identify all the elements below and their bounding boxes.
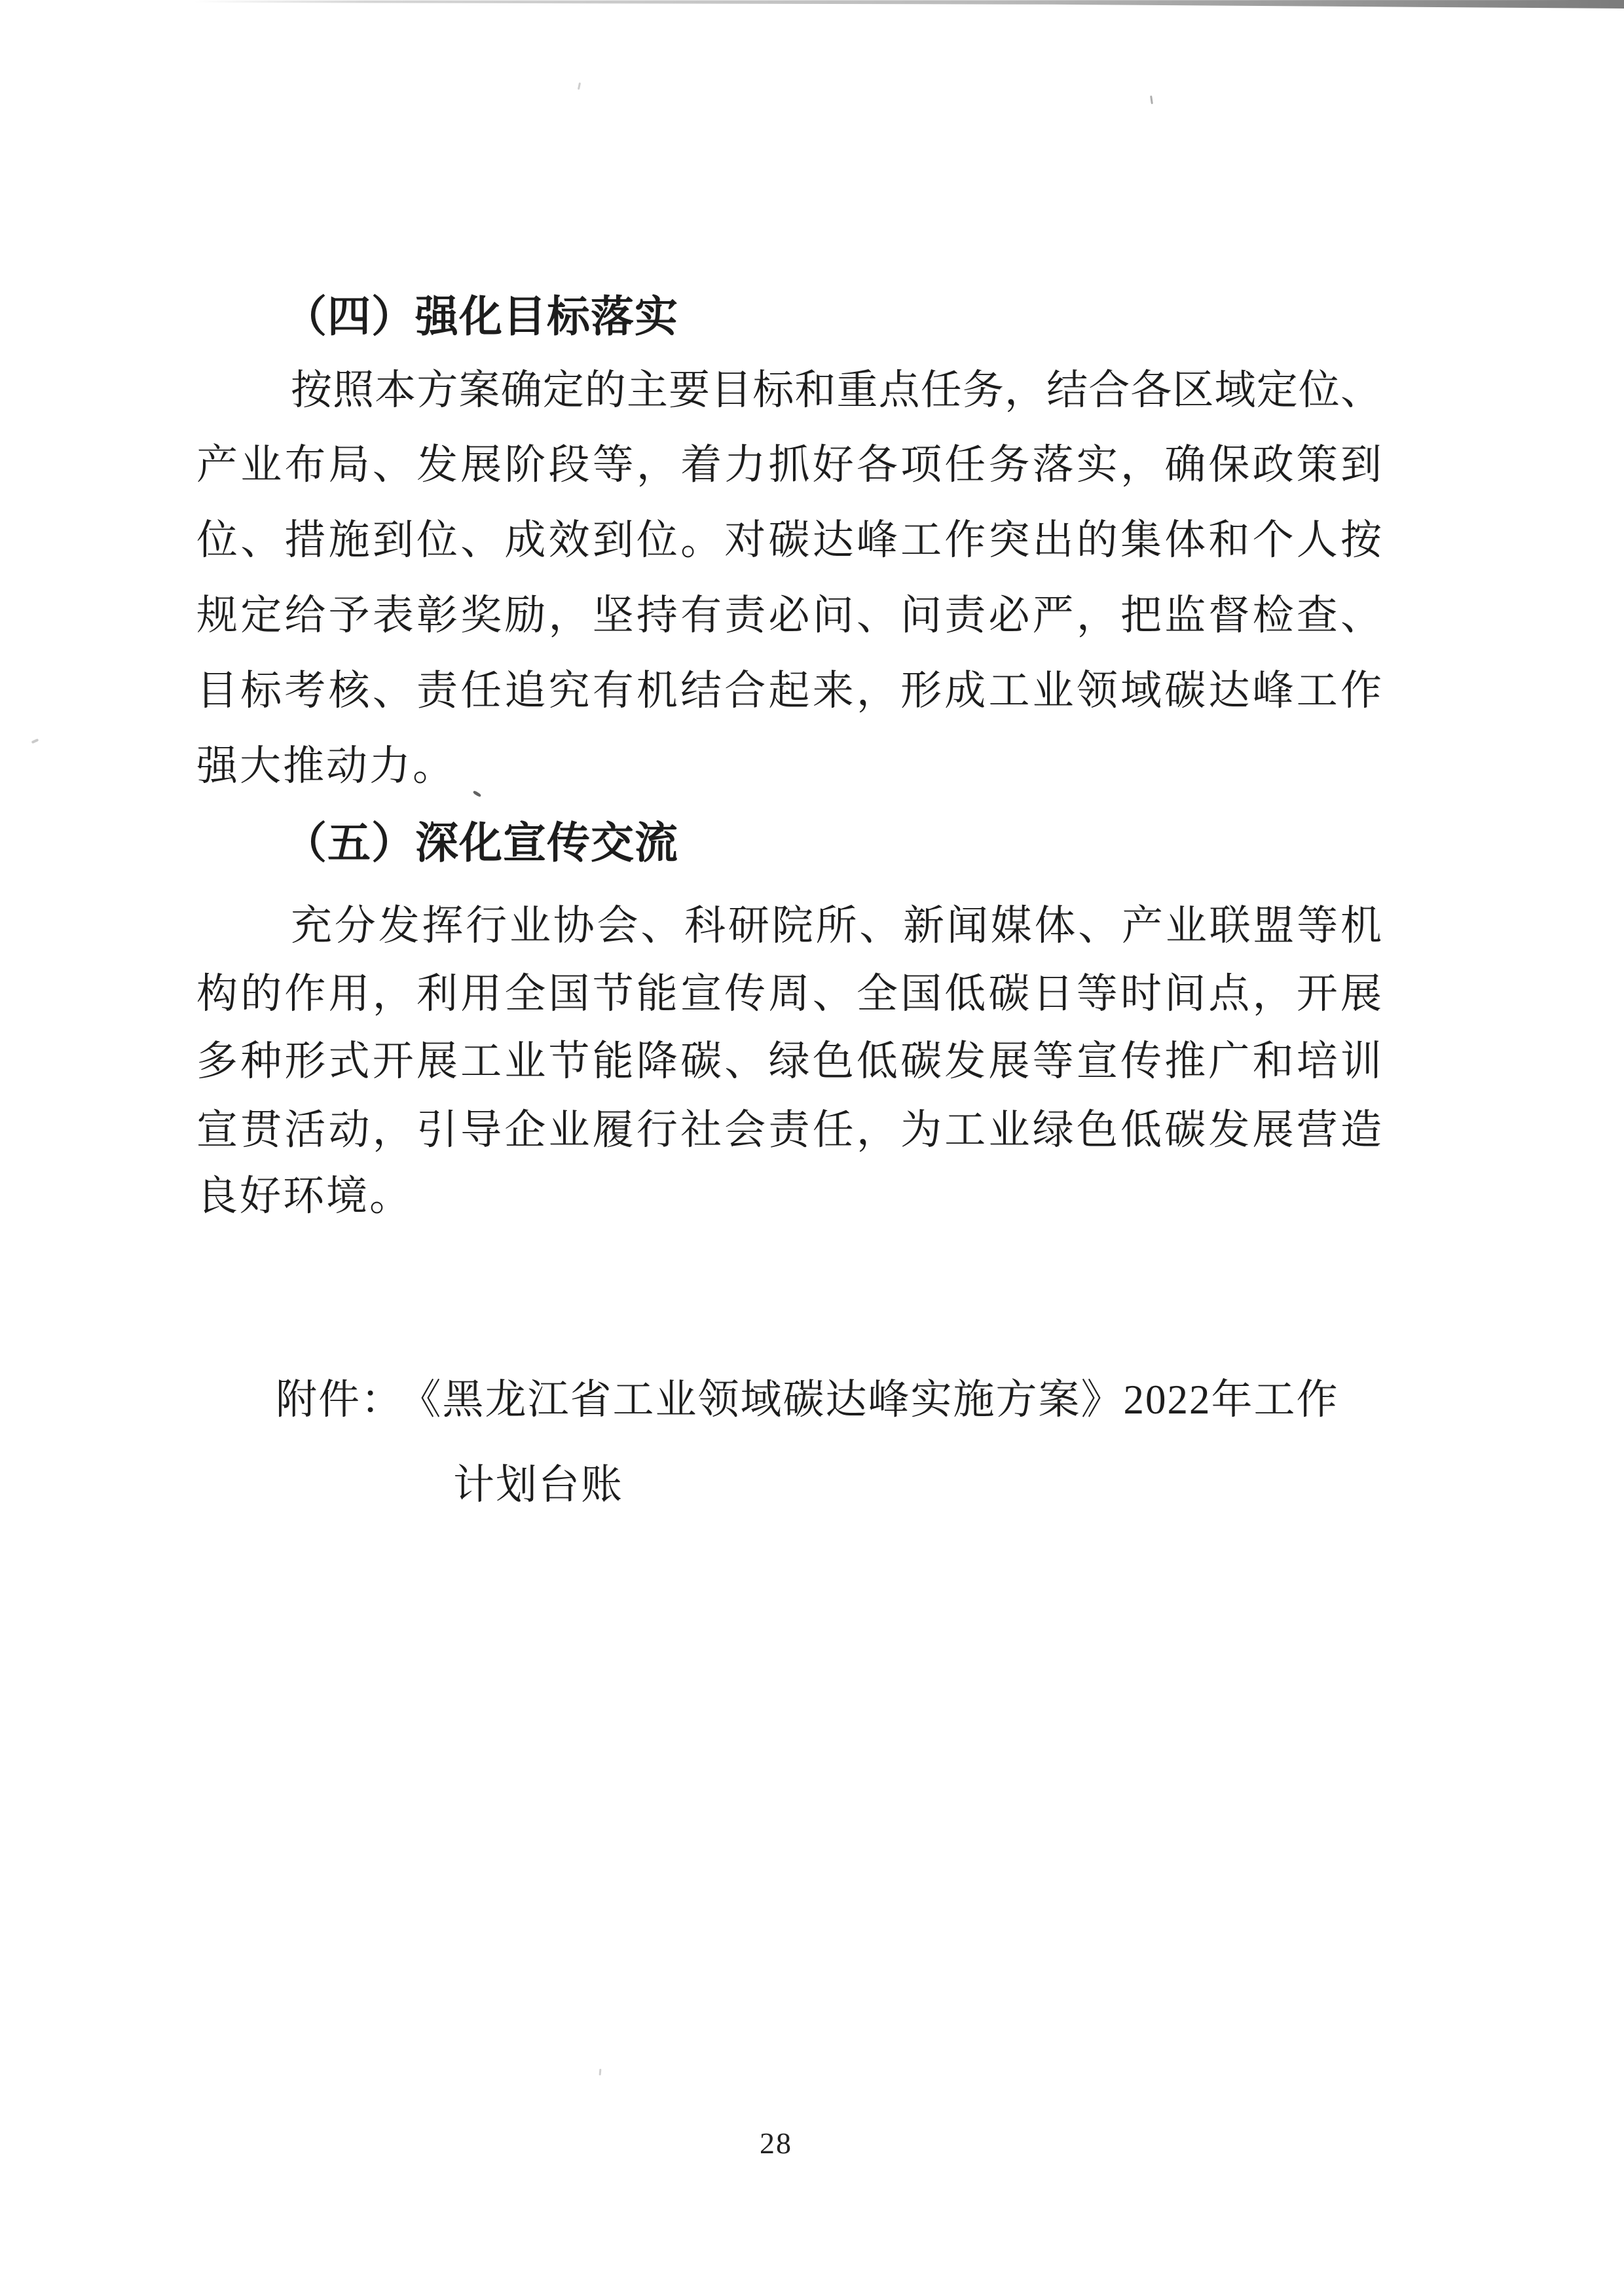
body-line: 多种形式开展工业节能降碳、绿色低碳发展等宣传推广和培训 <box>196 1038 1382 1084</box>
body-line: 位、措施到位、成效到位。对碳达峰工作突出的集体和个人按 <box>196 517 1382 563</box>
body-line: 规定给予表彰奖励，坚持有责必问、问责必严，把监督检查、 <box>196 592 1382 638</box>
attachment-note-continuation: 计划台账 <box>453 1462 623 1508</box>
body-line: 目标考核、责任追究有机结合起来，形成工业领域碳达峰工作 <box>196 668 1382 714</box>
scan-speck <box>578 82 581 90</box>
page-number: 28 <box>760 2126 792 2160</box>
body-line: 良好环境。 <box>196 1173 413 1219</box>
scan-speck <box>599 2069 602 2075</box>
attachment-label: 附件： <box>276 1377 403 1423</box>
body-line: 宣贯活动，引导企业履行社会责任，为工业绿色低碳发展营造 <box>196 1107 1382 1153</box>
body-line: 产业布局、发展阶段等，着力抓好各项任务落实，确保政策到 <box>196 442 1382 488</box>
body-line: 按照本方案确定的主要目标和重点任务，结合各区域定位、 <box>291 367 1382 413</box>
body-line: 强大推动力。 <box>196 743 456 789</box>
scan-artifact-top-edge <box>194 0 1624 9</box>
attachment-title: 《黑龙江省工业领域碳达峰实施方案》2022年工作 <box>420 1377 1339 1423</box>
scan-speck <box>1150 96 1153 104</box>
section-heading-4: （四）强化目标落实 <box>284 293 678 341</box>
scan-speck <box>31 738 39 744</box>
scan-speck <box>473 790 482 797</box>
attachment-note <box>276 1376 1339 1423</box>
body-line: 构的作用，利用全国节能宣传周、全国低碳日等时间点，开展 <box>196 971 1382 1017</box>
body-line: 充分发挥行业协会、科研院所、新闻媒体、产业联盟等机 <box>291 903 1382 949</box>
section-heading-5: （五）深化宣传交流 <box>284 820 678 867</box>
